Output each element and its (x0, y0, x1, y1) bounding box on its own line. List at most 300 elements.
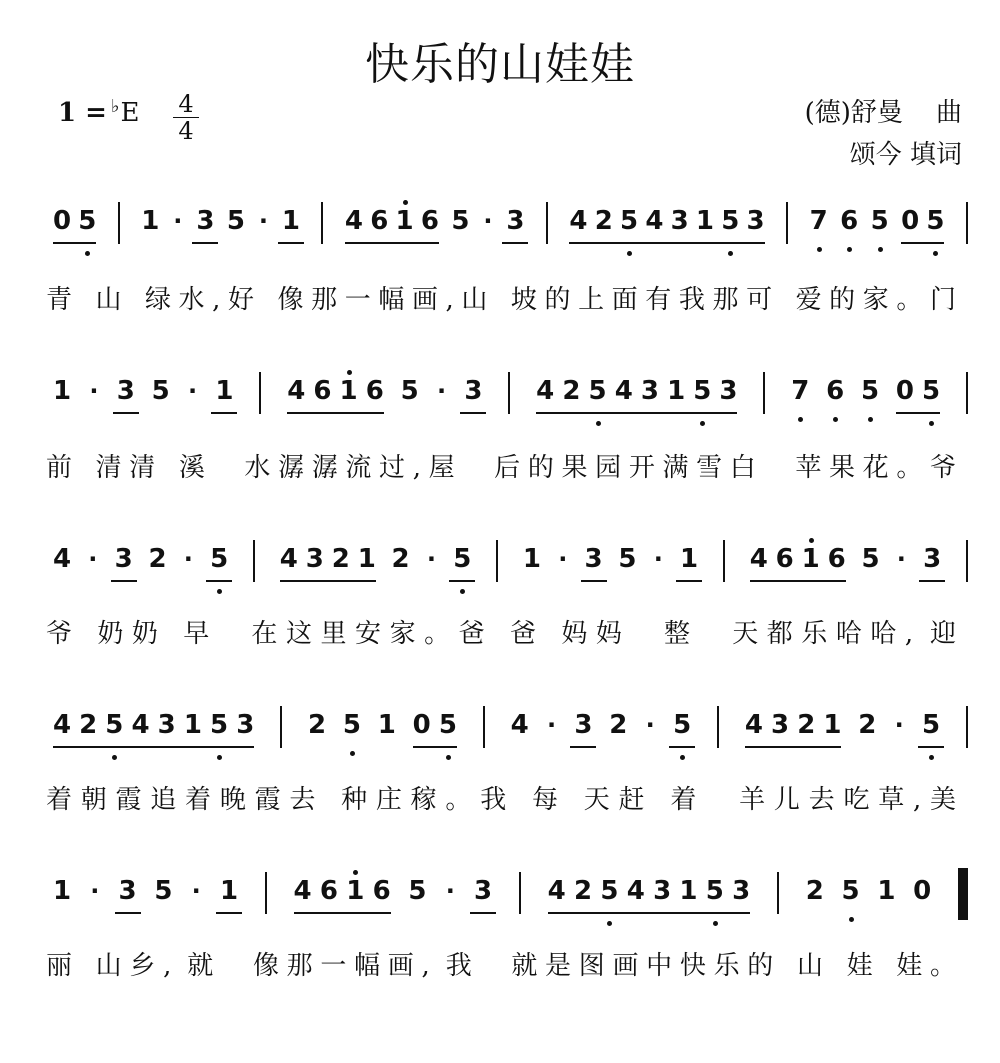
note-6 (825, 376, 845, 410)
note-digit: 7 (809, 206, 828, 236)
note-1 (214, 376, 234, 410)
note-digit: 1 (52, 376, 72, 406)
augmentation-dot: · (483, 207, 493, 235)
final-bar-line (958, 868, 968, 920)
note-5 (104, 710, 124, 744)
note-1 (219, 876, 239, 910)
bar-line (253, 540, 255, 582)
note-digit: 4 (279, 544, 298, 574)
lyric-line-2: 前 清清 溪 水潺潺流过,屋 后的果园开满雪白 苹果花。爷 (46, 453, 956, 483)
note-5 (860, 544, 880, 578)
note-3 (731, 876, 751, 910)
note-5 (342, 710, 362, 744)
note-digit: 5 (408, 876, 427, 906)
note-digit: 2 (148, 544, 167, 574)
bar-line (966, 706, 968, 748)
augmentation-dot: · (426, 545, 436, 573)
note-digit: 5 (705, 876, 724, 906)
note-digit: 2 (805, 876, 824, 906)
note-3 (463, 376, 483, 410)
low-octave-dot (446, 755, 451, 760)
note-6 (839, 206, 859, 240)
note-digit: 1 (667, 376, 686, 406)
note-3 (573, 710, 593, 744)
note-digit: 5 (451, 206, 470, 236)
note-digit: 4 (52, 544, 72, 574)
high-octave-dot (403, 200, 408, 205)
note-digit: 3 (114, 544, 133, 574)
low-octave-dot (728, 251, 733, 256)
note-digit: 2 (609, 710, 628, 740)
note-1 (678, 876, 698, 910)
note-digit: 4 (749, 544, 768, 574)
note-3 (652, 876, 672, 910)
bar-line (763, 372, 765, 414)
note-digit: 5 (438, 710, 457, 740)
note-5 (841, 876, 861, 910)
note-digit: 3 (670, 206, 689, 236)
note-5 (209, 544, 229, 578)
note-5 (209, 710, 229, 744)
note-1 (140, 206, 160, 240)
note-digit: 6 (365, 376, 384, 406)
note-5 (705, 876, 725, 910)
note-digit: 2 (562, 376, 581, 406)
bar-line (777, 872, 779, 914)
note-digit: 1 (215, 376, 234, 406)
note-digit: 3 (584, 544, 603, 574)
low-octave-dot (607, 921, 612, 926)
note-digit: 3 (157, 710, 176, 740)
note-1 (522, 544, 542, 578)
note-digit: 5 (453, 544, 472, 574)
note-digit: 4 (645, 206, 664, 236)
note-digit: 3 (746, 206, 765, 236)
bar-line (118, 202, 120, 244)
note-5 (226, 206, 246, 240)
key-prefix: 1 = (58, 98, 107, 128)
note-3 (235, 710, 255, 744)
note-digit: 5 (105, 710, 124, 740)
note-1 (377, 710, 397, 744)
note-1 (822, 710, 842, 744)
bar-line (280, 706, 282, 748)
note-digit: 6 (370, 206, 389, 236)
note-digit: 4 (52, 710, 72, 740)
bar-line (496, 540, 498, 582)
note-5 (588, 376, 608, 410)
bar-line (321, 202, 323, 244)
note-digit: 6 (319, 876, 338, 906)
bar-line (723, 540, 725, 582)
note-7 (790, 376, 810, 410)
note-digit: 4 (536, 376, 555, 406)
note-3 (473, 876, 493, 910)
note-3 (922, 544, 942, 578)
note-digit: 5 (400, 376, 419, 406)
note-digit: 2 (391, 544, 410, 574)
low-octave-dot (700, 421, 705, 426)
augmentation-dot: · (436, 377, 447, 405)
note-digit: 5 (588, 376, 607, 406)
note-5 (720, 206, 740, 240)
note-2 (331, 544, 351, 578)
note-digit: 5 (861, 544, 880, 574)
note-digit: 4 (626, 876, 645, 906)
low-octave-dot (596, 421, 601, 426)
low-octave-dot (868, 417, 873, 422)
note-5 (860, 376, 880, 410)
bar-line (717, 706, 719, 748)
flat-sign-icon: ♭ (110, 96, 120, 117)
bar-line (508, 372, 510, 414)
bar-line (966, 540, 968, 582)
augmentation-dot: · (896, 545, 906, 573)
note-digit: 3 (305, 544, 324, 574)
note-4 (52, 544, 72, 578)
low-octave-dot (627, 251, 632, 256)
note-6 (775, 544, 795, 578)
note-digit: 6 (775, 544, 794, 574)
note-digit: 4 (287, 376, 306, 406)
note-digit: 5 (922, 376, 941, 406)
notation-row-5 (0, 870, 1000, 930)
note-digit: 3 (116, 376, 135, 406)
note-3 (770, 710, 790, 744)
low-octave-dot (929, 755, 934, 760)
note-digit: 3 (640, 376, 659, 406)
note-digit: 3 (574, 710, 593, 740)
note-digit: 1 (219, 876, 239, 906)
low-octave-dot (680, 755, 685, 760)
note-1 (357, 544, 377, 578)
note-digit: 3 (118, 876, 137, 906)
bar-line (786, 202, 788, 244)
note-digit: 5 (154, 876, 173, 906)
low-octave-dot (933, 251, 938, 256)
augmentation-dot: · (445, 877, 455, 905)
note-5 (672, 710, 692, 744)
augmentation-dot: · (90, 877, 100, 905)
augmentation-dot: · (258, 207, 268, 235)
note-digit: 6 (372, 876, 391, 906)
low-octave-dot (713, 921, 718, 926)
note-0 (895, 376, 915, 410)
note-digit: 5 (226, 206, 245, 236)
note-5 (921, 376, 941, 410)
note-digit: 3 (653, 876, 672, 906)
note-2 (148, 544, 168, 578)
note-4 (568, 206, 588, 240)
note-digit: 1 (52, 876, 72, 906)
note-4 (749, 544, 769, 578)
note-digit: 2 (331, 544, 350, 574)
note-digit: 1 (357, 544, 376, 574)
note-digit: 1 (680, 544, 699, 574)
bar-line (483, 706, 485, 748)
note-digit: 5 (342, 710, 361, 740)
song-title: 快乐的山娃娃 (365, 39, 635, 90)
note-4 (510, 710, 530, 744)
note-1 (395, 206, 415, 240)
note-4 (286, 376, 306, 410)
augmentation-dot: · (183, 545, 193, 573)
note-2 (391, 544, 411, 578)
note-1 (339, 376, 359, 410)
bar-line (966, 202, 968, 244)
note-1 (876, 876, 896, 910)
note-digit: 1 (281, 206, 300, 236)
augmentation-dot: · (89, 377, 99, 405)
time-signature-top: 4 (173, 92, 199, 118)
note-2 (573, 876, 593, 910)
lyric-line-5: 丽 山乡, 就 像那一幅画, 我 就是图画中快乐的 山 娃 娃。 (46, 951, 956, 981)
note-6 (420, 206, 440, 240)
note-digit: 5 (926, 206, 945, 236)
note-5 (452, 544, 472, 578)
low-octave-dot (878, 247, 883, 252)
high-octave-dot (347, 370, 352, 375)
note-digit: 5 (151, 376, 170, 406)
note-digit: 1 (522, 544, 541, 574)
note-3 (305, 544, 325, 578)
note-digit: 5 (78, 206, 97, 236)
note-digit: 5 (922, 710, 941, 740)
note-4 (644, 206, 664, 240)
augmentation-dot: · (653, 545, 663, 573)
note-digit: 1 (395, 206, 414, 236)
note-digit: 3 (719, 376, 738, 406)
low-octave-dot (849, 917, 854, 922)
note-5 (400, 376, 420, 410)
note-4 (535, 376, 555, 410)
bar-line (259, 372, 261, 414)
low-octave-dot (817, 247, 822, 252)
note-digit: 6 (420, 206, 439, 236)
note-digit: 5 (721, 206, 740, 236)
lyricist-credit: 颂今 填词 (849, 140, 962, 170)
note-digit: 1 (141, 206, 160, 236)
note-digit: 5 (210, 710, 229, 740)
bar-line (546, 202, 548, 244)
note-5 (692, 376, 712, 410)
note-5 (619, 206, 639, 240)
note-3 (670, 206, 690, 240)
note-digit: 4 (614, 376, 633, 406)
note-3 (640, 376, 660, 410)
note-2 (561, 376, 581, 410)
note-5 (599, 876, 619, 910)
note-0 (412, 710, 432, 744)
note-digit: 1 (339, 376, 358, 406)
note-2 (805, 876, 825, 910)
note-1 (52, 876, 72, 910)
note-6 (369, 206, 389, 240)
note-0 (52, 206, 72, 240)
note-3 (584, 544, 604, 578)
augmentation-dot: · (191, 877, 201, 905)
note-5 (77, 206, 97, 240)
note-digit: 0 (901, 206, 920, 236)
note-5 (153, 876, 173, 910)
note-digit: 4 (510, 710, 529, 740)
note-3 (157, 710, 177, 744)
time-signature (173, 92, 199, 143)
note-4 (279, 544, 299, 578)
note-digit: 1 (695, 206, 715, 236)
note-digit: 3 (506, 206, 525, 236)
time-signature-bottom: 4 (178, 117, 194, 145)
note-5 (617, 544, 637, 578)
note-4 (52, 710, 72, 744)
augmentation-dot: · (173, 207, 183, 235)
notation-row-3 (0, 538, 1000, 598)
note-digit: 2 (797, 710, 816, 740)
lyric-line-1: 青 山 绿水,好 像那一幅画,山 坡的上面有我那可 爱的家。门 (46, 285, 956, 315)
augmentation-dot: · (546, 711, 557, 739)
note-digit: 1 (183, 710, 202, 740)
note-digit: 2 (573, 876, 593, 906)
note-digit: 1 (877, 876, 896, 906)
note-0 (900, 206, 920, 240)
note-3 (114, 544, 134, 578)
low-octave-dot (847, 247, 852, 252)
note-digit: 5 (693, 376, 712, 406)
note-digit: 1 (377, 710, 396, 740)
note-6 (365, 376, 385, 410)
note-2 (857, 710, 877, 744)
note-3 (195, 206, 215, 240)
key-signature (58, 98, 139, 128)
note-digit: 0 (52, 206, 72, 236)
high-octave-dot (809, 538, 814, 543)
notation-row-1 (0, 200, 1000, 260)
low-octave-dot (798, 417, 803, 422)
note-digit: 5 (673, 710, 692, 740)
high-octave-dot (353, 870, 358, 875)
note-1 (801, 544, 821, 578)
note-2 (608, 710, 628, 744)
augmentation-dot: · (88, 545, 98, 573)
low-octave-dot (929, 421, 934, 426)
note-digit: 5 (620, 206, 639, 236)
note-4 (293, 876, 313, 910)
note-6 (312, 376, 332, 410)
note-digit: 3 (196, 206, 215, 236)
key-letter: E (120, 98, 140, 128)
note-digit: 0 (913, 876, 932, 906)
note-2 (307, 710, 327, 744)
note-1 (679, 544, 699, 578)
note-3 (118, 876, 138, 910)
note-digit: 4 (131, 710, 150, 740)
note-2 (78, 710, 98, 744)
note-digit: 7 (791, 376, 810, 406)
augmentation-dot: · (894, 711, 904, 739)
note-3 (116, 376, 136, 410)
note-4 (614, 376, 634, 410)
bar-line (519, 872, 521, 914)
bar-line (265, 872, 267, 914)
note-digit: 2 (594, 206, 613, 236)
note-4 (131, 710, 151, 744)
augmentation-dot: · (188, 377, 198, 405)
low-octave-dot (350, 751, 355, 756)
note-digit: 4 (569, 206, 588, 236)
note-7 (809, 206, 829, 240)
note-digit: 6 (826, 376, 845, 406)
note-4 (344, 206, 364, 240)
note-5 (450, 206, 470, 240)
note-1 (666, 376, 686, 410)
note-digit: 1 (801, 544, 820, 574)
note-digit: 5 (600, 876, 619, 906)
note-digit: 5 (618, 544, 637, 574)
augmentation-dot: · (558, 545, 568, 573)
note-2 (594, 206, 614, 240)
low-octave-dot (217, 589, 222, 594)
note-digit: 0 (412, 710, 431, 740)
note-1 (52, 376, 72, 410)
note-1 (345, 876, 365, 910)
note-digit: 1 (346, 876, 365, 906)
note-3 (505, 206, 525, 240)
low-octave-dot (217, 755, 222, 760)
note-digit: 6 (313, 376, 332, 406)
note-6 (319, 876, 339, 910)
note-1 (281, 206, 301, 240)
note-3 (746, 206, 766, 240)
note-digit: 2 (858, 710, 877, 740)
note-0 (912, 876, 932, 910)
notation-row-2 (0, 370, 1000, 430)
note-6 (827, 544, 847, 578)
note-1 (695, 206, 715, 240)
note-digit: 6 (827, 544, 846, 574)
composer-credit: (德)舒曼 曲 (804, 98, 962, 128)
note-5 (921, 710, 941, 744)
low-octave-dot (85, 251, 90, 256)
note-digit: 6 (840, 206, 859, 236)
note-4 (744, 710, 764, 744)
note-digit: 3 (474, 876, 493, 906)
note-digit: 5 (870, 206, 889, 236)
note-digit: 3 (732, 876, 751, 906)
note-3 (718, 376, 738, 410)
notation-row-4 (0, 704, 1000, 764)
note-digit: 2 (307, 710, 327, 740)
note-1 (183, 710, 203, 744)
note-digit: 1 (823, 710, 842, 740)
augmentation-dot: · (645, 711, 655, 739)
note-digit: 5 (860, 376, 880, 406)
note-5 (870, 206, 890, 240)
note-5 (151, 376, 171, 410)
bar-line (966, 372, 968, 414)
note-5 (925, 206, 945, 240)
note-4 (626, 876, 646, 910)
note-5 (407, 876, 427, 910)
lyric-line-4: 着朝霞追着晚霞去 种庄稼。我 每 天赶 着 羊儿去吃草,美 (46, 785, 956, 815)
note-5 (438, 710, 458, 744)
note-digit: 0 (895, 376, 914, 406)
note-digit: 3 (923, 544, 942, 574)
low-octave-dot (460, 589, 465, 594)
low-octave-dot (112, 755, 117, 760)
lyric-line-3: 爷 奶奶 早 在这里安家。爸 爸 妈妈 整 天都乐哈哈, 迎 (46, 619, 956, 649)
note-2 (796, 710, 816, 744)
note-digit: 4 (344, 206, 363, 236)
